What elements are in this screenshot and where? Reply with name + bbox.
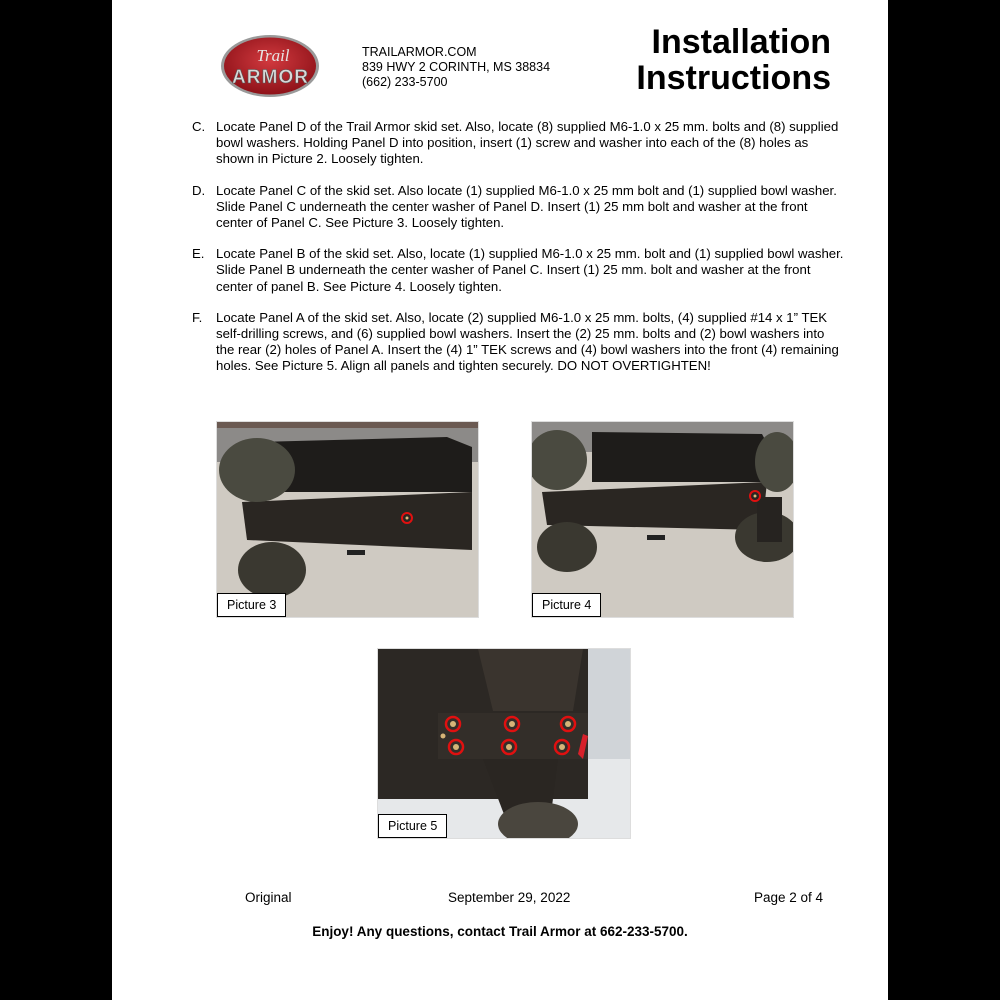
- step-text: Locate Panel A of the skid set. Also, locate (2) supplied M6-1.0 x 25 mm. bolts, (4) supplied #14 x 1” TEK self-drilling screws, and (6) supplied bowl washers. Insert the (2) 25 mm. bolts and (2) bowl washers into the rear (2) holes of Panel A. Insert the (4) 1” TEK screws and (4) bowl washers into the front (4) remaining holes. See Picture 5. Align all panels and tighten securely. DO NOT OVERTIGHTEN!: [216, 309, 839, 374]
- step-text: Locate Panel C of the skid set. Also locate (1) supplied M6-1.0 x 25 mm bolt and (1) supplied bowl washer. Slide Panel C underneath the center washer of Panel D. Insert (1) 25 mm bolt and washer at the front center of Panel C. See Picture 3. Loosely tighten.: [216, 182, 837, 231]
- step-letter: D.: [192, 182, 206, 198]
- address-text: 839 HWY 2 CORINTH, MS 38834: [362, 60, 551, 74]
- title-line-2: Instructions: [636, 59, 831, 97]
- step-text: Locate Panel B of the skid set. Also, locate (1) supplied M6-1.0 x 25 mm. bolt and (1) supplied bowl washer. Slide Panel B underneath the center washer of Panel C. Insert (1) 25 mm. bolt and washer at the front center of panel B. See Picture 4. Loosely tighten.: [216, 246, 844, 294]
- step-letter: F.: [192, 309, 203, 325]
- step-letter: E.: [192, 246, 205, 262]
- phone-text: (662) 233-5700: [362, 75, 448, 89]
- step-letter: C.: [192, 119, 206, 134]
- svg-text:ARMOR: ARMOR: [232, 67, 308, 88]
- step-f: [192, 310, 844, 375]
- footer-page-number: Page 2 of 4: [754, 890, 824, 905]
- footer-date: September 29, 2022: [448, 890, 571, 905]
- page-title: [636, 24, 831, 96]
- step-text: Locate Panel D of the Trail Armor skid set. Also, locate (8) supplied M6-1.0 x 25 mm. bolts and (8) supplied bowl washers. Holding Panel D into position, insert (1) screw and washer into each of the (8) holes as shown in Picture 2. Loosely tighten.: [216, 119, 839, 167]
- picture-3-caption: Picture 3: [217, 593, 286, 617]
- step-c: [192, 119, 844, 168]
- instruction-steps: [192, 119, 844, 390]
- picture-4: [531, 421, 794, 618]
- title-line-1: Installation: [651, 23, 831, 61]
- trail-armor-logo: [219, 33, 321, 99]
- website-text: TRAILARMOR.COM: [362, 45, 477, 59]
- document-page: [112, 0, 888, 1000]
- footer-revision: Original: [245, 890, 292, 905]
- picture-5-caption: Picture 5: [378, 814, 447, 838]
- picture-3: [216, 421, 479, 618]
- footer-contact-note: Enjoy! Any questions, contact Trail Armor at 662-233-5700.: [312, 924, 688, 939]
- svg-text:Trail: Trail: [256, 46, 290, 65]
- contact-info: [362, 45, 550, 90]
- step-d: [192, 183, 844, 232]
- picture-5: [377, 648, 631, 839]
- picture-4-caption: Picture 4: [532, 593, 601, 617]
- step-e: [192, 246, 844, 295]
